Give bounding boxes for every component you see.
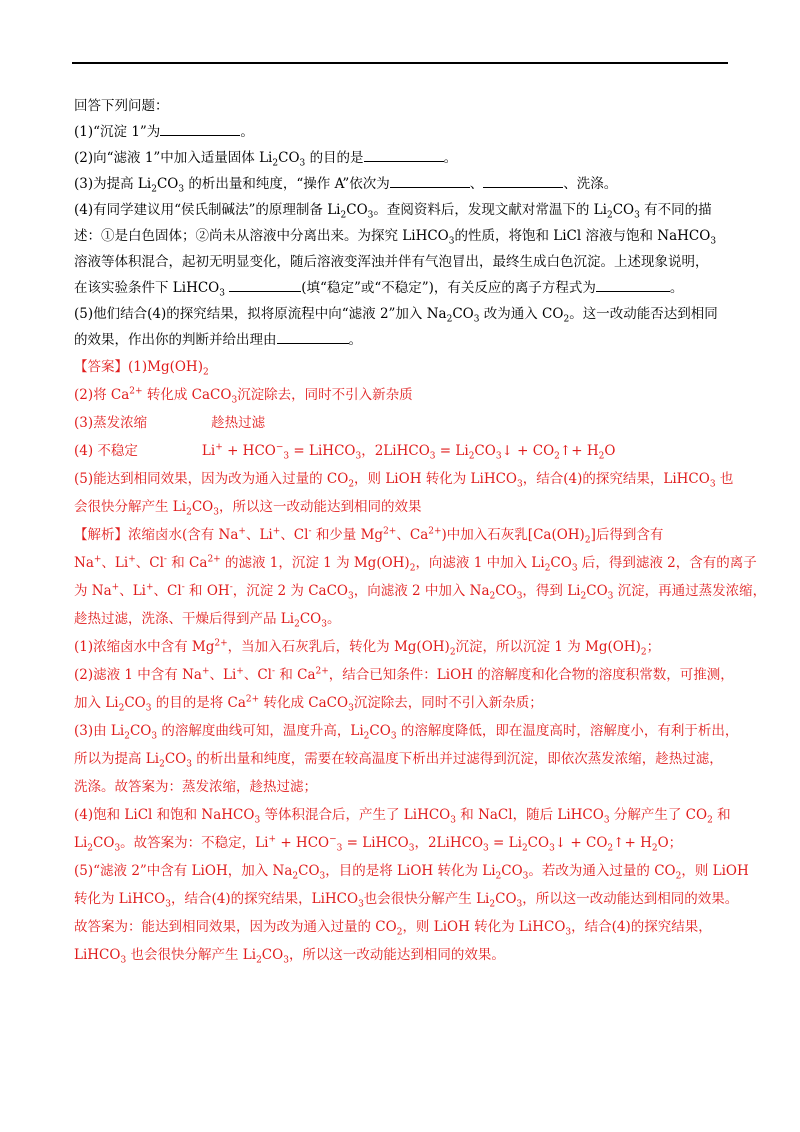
answer-label: 【答案】 (74, 359, 128, 375)
answer-1: 【答案】$(1)Mg(OH)_2$ (74, 359, 209, 378)
analysis-2-line-2: 加入 $Li_2CO_3$ 的目的是将 $Ca^{2+}$ 转化成 CaCO$_3$沉淀除去，同时不引入新杂质； (74, 694, 543, 714)
analysis-2-line-1: (2)滤液 1 中含有 Na+、Li+、Cl- 和 $Ca^{2+}$，结合已知条件：LiOH 的溶解度和化合物的溶度积常数，可推测， (74, 666, 734, 683)
analysis-3-line-1: (3)由 $Li_2CO_3$ 的溶解度曲线可知，温度升高，$Li_2CO_3$ 的溶解度降低，即在温度高时，溶解度小，有利于析出， (74, 723, 739, 742)
answer-section (74, 353, 734, 521)
question-4-line-4: 在该实验条件下 LiHCO$_3$ (填“稳定”或“不稳定”)，有关反应的离子方程式为 。 (74, 280, 684, 299)
analysis-intro-line-4: 趁热过滤，洗涤、干燥后得到产品 $Li_2CO_3$。 (74, 611, 341, 630)
answer-blank[interactable] (160, 122, 240, 136)
question-2: (2)向“滤液 1”中加入适量固体 $Li_2CO_3$ 的目的是 。 (74, 150, 458, 169)
analysis-5-line-2: 转化为 LiHCO$_3$，结合(4)的探究结果，LiHCO$_3$也会很快分解产生 $Li_2CO_3$，所以这一改动能达到相同的效果。 (74, 891, 739, 910)
analysis-5-line-1: (5)“滤液 2”中含有 LiOH，加入 $Na_2CO_3$，目的是将 LiOH 转化为 $Li_2CO_3$。若改为通入过量的 $CO_2$，则 LiOH (74, 863, 749, 882)
analysis-3-line-3: 洗涤。故答案为：蒸发浓缩，趁热过滤； (74, 779, 317, 795)
answer-blank[interactable] (483, 174, 563, 188)
answer-blank[interactable] (390, 174, 470, 188)
answer-blank[interactable] (364, 148, 444, 162)
answer-blank[interactable] (229, 278, 301, 292)
question-4-line-2: 述：①是白色固体；②尚未从溶液中分离出来。为探究 LiHCO$_3$的性质，将饱和 LiCl 溶液与饱和 NaHCO$_3$ (74, 228, 717, 247)
analysis-1: (1)浓缩卤水中含有 $Mg^{2+}$，当加入石灰乳后，转化为 $Mg(OH)_2$沉淀，所以沉淀 1 为 $Mg(OH)_2$； (74, 638, 661, 658)
answer-4: (4) 不稳定 $Li^+ + HCO^-_3$ = LiHCO$_3$，2LiHCO$_3$ = $Li_2CO_3↓$ + $CO_2↑+ H_2O$ (74, 442, 616, 462)
answer-blank[interactable] (596, 278, 670, 292)
question-1: (1)“沉淀 1”为 。 (74, 124, 254, 140)
analysis-5-line-4: LiHCO$_3$ 也会很快分解产生 $Li_2CO_3$，所以这一改动能达到相同的效果。 (74, 947, 505, 966)
answer-2: (2)将 $Ca^{2+}$ 转化成 CaCO$_3$沉淀除去，同时不引入新杂质 (74, 386, 413, 406)
header-rule (72, 62, 728, 64)
question-5-line-2: 的效果，作出你的判断并给出理由 。 (74, 332, 362, 348)
analysis-intro-line-3: 为 Na+、Li+、Cl- 和 OH-，沉淀 2 为 CaCO$_3$，向滤液 2 中加入 $Na_2CO_3$，得到 $Li_2CO_3$ 沉淀，再通过蒸发浓缩， (74, 582, 767, 602)
analysis-4-line-2: $Li_2CO_3$。故答案为：不稳定，$Li^+ + HCO^-_3$ = LiHCO$_3$，2LiHCO$_3$ = $Li_2CO_3↓$ + $CO_2↑+ H_2O$； (74, 834, 683, 854)
analysis-4-line-1: (4)饱和 LiCl 和饱和 NaHCO$_3$ 等体积混合后，产生了 LiHCO$_3$ 和 NaCl，随后 LiHCO$_3$ 分解产生了 $CO_2$ 和 (74, 807, 731, 826)
answer-3: (3)蒸发浓缩 趁热过滤 (74, 415, 266, 431)
analysis-section (74, 521, 767, 969)
answer-5-line-2: 会很快分解产生 $Li_2CO_3$，所以这一改动能达到相同的效果 (74, 499, 422, 518)
question-5-line-1: (5)他们结合(4)的探究结果，拟将原流程中向“滤液 2”加入 $Na_2CO_3$ 改为通入 $CO_2$。这一改动能否达到相同 (74, 306, 718, 325)
answer-blank[interactable] (277, 330, 349, 344)
analysis-intro-line-2: Na+、Li+、Cl- 和 $Ca^{2+}$ 的滤液 1，沉淀 1 为 $Mg(OH)_2$，向滤液 1 中加入 $Li_2CO_3$ 后，得到滤液 2，含有的离子 (74, 554, 757, 574)
analysis-5-line-3: 故答案为：能达到相同效果，因为改为通入过量的 $CO_2$，则 LiOH 转化为 LiHCO$_3$，结合(4)的探究结果， (74, 919, 712, 938)
analysis-3-line-2: 所以为提高 $Li_2CO_3$ 的析出量和纯度，需要在较高温度下析出并过滤得到沉淀，即依次蒸发浓缩，趁热过滤， (74, 751, 723, 770)
document-page (74, 93, 767, 969)
analysis-intro-line-1: 【解析】浓缩卤水(含有 Na+、Li+、Cl- 和少量 $Mg^{2+}$、$Ca^{2+}$)中加入石灰乳$[Ca(OH)_2]$后得到含有 (74, 526, 664, 546)
analysis-label: 【解析】 (74, 527, 128, 543)
question-4-line-3: 溶液等体积混合，起初无明显变化，随后溶液变浑浊并伴有气泡冒出，最终生成白色沉淀。上述现象说明， (74, 254, 709, 270)
question-4-line-1: (4)有同学建议用“侯氏制碱法”的原理制备 $Li_2CO_3$。查阅资料后，发现文献对常温下的 $Li_2CO_3$ 有不同的描 (74, 202, 712, 221)
answer-5-line-1: (5)能达到相同效果，因为改为通入过量的 $CO_2$，则 LiOH 转化为 LiHCO$_3$，结合(4)的探究结果，LiHCO$_3$ 也 (74, 471, 734, 490)
question-section (74, 93, 728, 353)
question-intro: 回答下列问题： (74, 98, 169, 114)
question-3: (3)为提高 $Li_2CO_3$ 的析出量和纯度，“操作 A”依次为 、 、洗涤。 (74, 176, 618, 195)
